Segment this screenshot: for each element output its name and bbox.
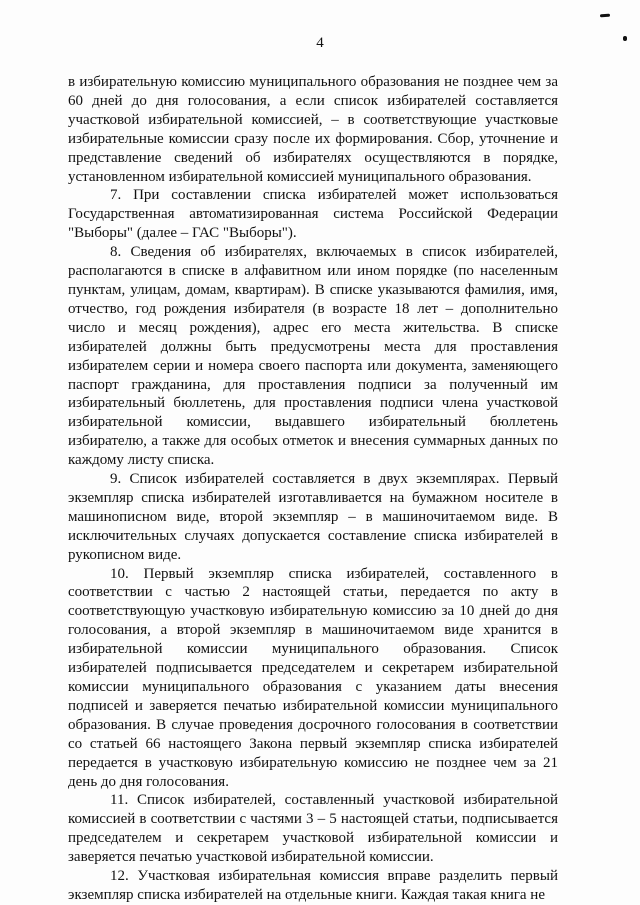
- paragraph-8: 8. Сведения об избирателях, включаемых в список избирателей, располагаются в списке в алфавитном или ином порядке (по населенным пунктам, улицам, домам, квартирам). В списке указываются фамилия, имя, отчество, год рождения избирателя (в возрасте 18 лет – дополнительно число и месяц рождения), адрес его места жительства. В списке избирателей должны быть предусмотрены места для проставления избирателем серии и номера своего паспорта или документа, заменяющего паспорт гражданина, для проставления подписи за полученный им избирательный бюллетень, для проставления подписи члена участковой избирательной комиссии, выдавшего избирательный бюллетень избирателю, а также для особых отметок и внесения суммарных данных по каждому листу списка.: [68, 244, 558, 469]
- paragraph-continuation: в избирательную комиссию муниципального образования не позднее чем за 60 дней до дня голосования, а если список избирателей составляется участковой избирательной комиссией, – в соответствующие участковые избирательные комиссии сразу после их формирования. Сбор, уточнение и представление сведений об избирателях осуществляются в порядке, установленном избирательной комиссией муниципального образования.: [68, 74, 558, 185]
- paragraph-12: 12. Участковая избирательная комиссия вправе разделить первый экземпляр списка избирателей на отдельные книги. Каждая такая книга не: [68, 868, 558, 903]
- paragraph-7: 7. При составлении списка избирателей может использоваться Государственная автоматизированная система Российской Федерации "Выборы" (далее – ГАС "Выборы").: [68, 187, 558, 242]
- paragraph-11: 11. Список избирателей, составленный участковой избирательной комиссией в соответствии с частями 3 – 5 настоящей статьи, подписывается председателем и секретарем участковой избирательной комиссии и заверяется печатью участковой избирательной комиссии.: [68, 792, 558, 866]
- page-number: 4: [316, 35, 324, 51]
- document-body: [68, 73, 558, 905]
- scan-artifact-mark: [600, 14, 610, 18]
- paragraph-10: 10. Первый экземпляр списка избирателей, составленного в соответствии с частью 2 настоящей статьи, передается по акту в соответствующую участковую избирательную комиссию за 10 дней до дня голосования, а второй экземпляр в машиночитаемом виде хранится в избирательной комиссии муниципального образования. Список избирателей подписывается председателем и секретарем избирательной комиссии муниципального образования с указанием даты внесения подписей и заверяется печатью избирательной комиссии муниципального образования. В случае проведения досрочного голосования в соответствии со статьей 66 настоящего Закона первый экземпляр списка избирателей передается в участковую избирательную комиссию не позднее чем за 21 день до дня голосования.: [68, 565, 558, 790]
- paragraph-9: 9. Список избирателей составляется в двух экземплярах. Первый экземпляр списка избирателей изготавливается на бумажном носителе в машинописном виде, второй экземпляр – в машиночитаемом виде. В исключительных случаях допускается составление списка избирателей в рукописном виде.: [68, 471, 558, 563]
